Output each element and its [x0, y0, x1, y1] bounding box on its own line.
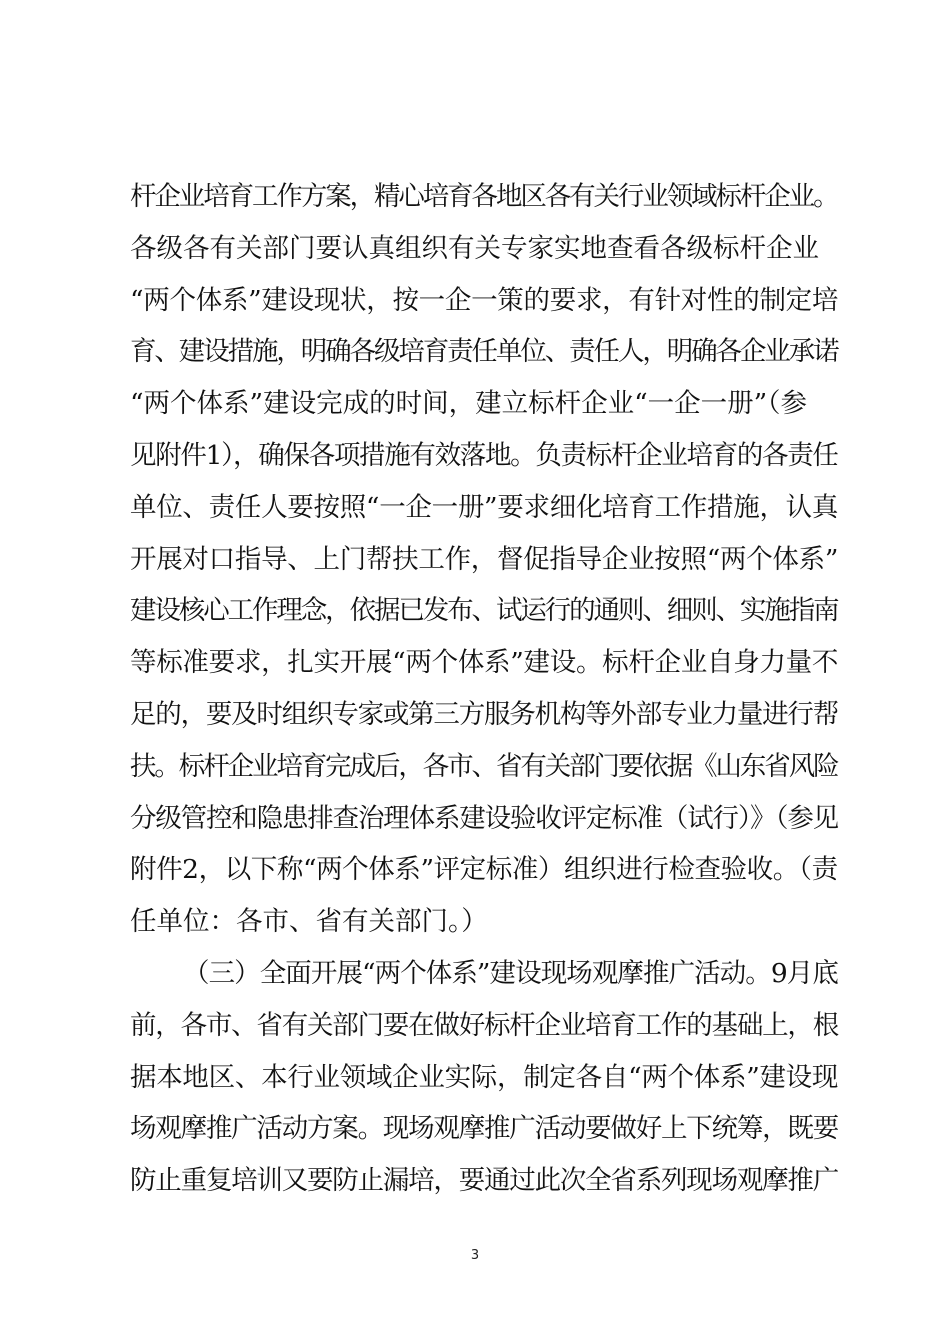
text-line: “两个体系”建设现状，按一企一策的要求，有针对性的制定培 — [130, 284, 839, 316]
text-line: 等标准要求，扎实开展“两个体系”建设。标杆企业自身力量不 — [130, 647, 839, 679]
text-line: 足的，要及时组织专家或第三方服务机构等外部专业力量进行帮 — [130, 698, 838, 730]
text-line: 防止重复培训又要防止漏培，要通过此次全省系列现场观摩推广 — [130, 1165, 838, 1197]
text-line: 单位、责任人要按照“一企一册”要求细化培育工作措施，认真 — [130, 491, 839, 523]
section-heading-line: （三）全面开展“两个体系”建设现场观摩推广活动。9月底 — [183, 957, 838, 989]
text-line: 附件2，以下称“两个体系”评定标准）组织进行检查验收。（责 — [130, 854, 838, 886]
text-line: 开展对口指导、上门帮扶工作，督促指导企业按照“两个体系” — [130, 543, 839, 575]
text-line: 育、建设措施，明确各级培育责任单位、责任人，明确各企业承诺 — [130, 336, 838, 368]
text-line: 任单位：各市、省有关部门。） — [130, 906, 488, 938]
text-line: 据本地区、本行业领域企业实际，制定各自“两个体系”建设现 — [130, 1061, 839, 1093]
text-line: 见附件1），确保各项措施有效落地。负责标杆企业培育的各责任 — [130, 439, 838, 471]
text-line: 各级各有关部门要认真组织有关专家实地查看各级标杆企业 — [130, 232, 819, 264]
text-line: 分级管控和隐患排查治理体系建设验收评定标准（试行）》（参见 — [130, 802, 838, 834]
document-body — [130, 171, 838, 1207]
text-line: “两个体系”建设完成的时间，建立标杆企业“一企一册”（参 — [130, 388, 807, 420]
page-number: 3 — [470, 1248, 480, 1263]
text-line: 扶。标杆企业培育完成后，各市、省有关部门要依据《山东省风险 — [130, 750, 838, 782]
text-line: 杆企业培育工作方案，精心培育各地区各有关行业领域标杆企业。 — [130, 181, 838, 212]
text-line: 场观摩推广活动方案。现场观摩推广活动要做好上下统筹，既要 — [130, 1113, 838, 1145]
text-line: 前，各市、省有关部门要在做好标杆企业培育工作的基础上，根 — [130, 1009, 838, 1041]
text-line: 建设核心工作理念，依据已发布、试运行的通则、细则、实施指南 — [130, 595, 838, 627]
